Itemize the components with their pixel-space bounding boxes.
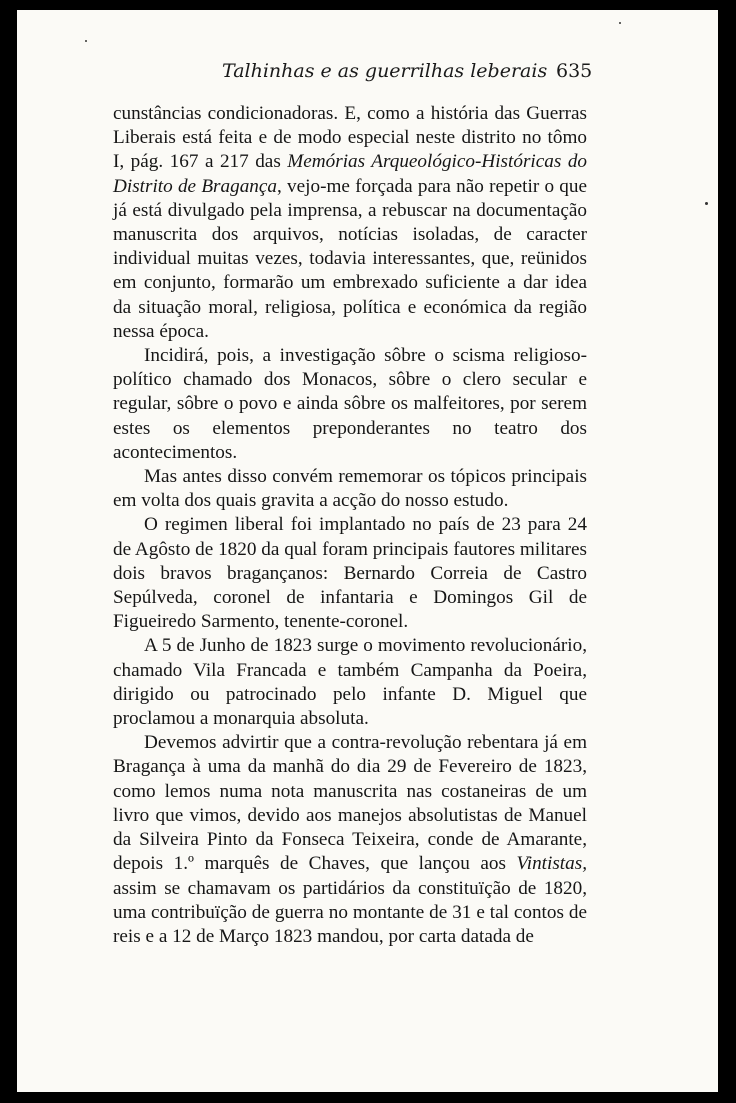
page-header bbox=[17, 60, 718, 90]
scan-speck bbox=[705, 202, 708, 205]
text-run: Mas antes disso convém rememorar os tópicos principais em volta dos quais gravita a acção do nosso estudo. bbox=[113, 466, 587, 512]
text-run: A 5 de Junho de 1823 surge o movimento revolucionário, chamado Vila Francada e também Campanha da Poeira, dirigido ou patrocinado pelo infante D. Miguel que proclamou a monarquia absoluta. bbox=[113, 635, 587, 730]
italic-text: Memórias Arqueológico-Históricas do Distrito de Bragança bbox=[113, 151, 588, 197]
paragraph bbox=[113, 102, 587, 344]
page-number: 635 bbox=[556, 60, 593, 82]
body-text bbox=[113, 102, 587, 949]
paragraph bbox=[113, 634, 587, 731]
scan-speck bbox=[85, 40, 87, 42]
book-page bbox=[17, 10, 718, 1092]
text-run: assim se chamavam os partidários da constituïção de 1820, uma contribuïção de guerra no montante de 31 e tal contos de reis e a 12 de Março 1823 mandou, por carta datada de bbox=[113, 877, 587, 947]
text-run: , vejo-me forçada para não repetir o que já está divulgado pela imprensa, a rebuscar na documentação manuscrita dos arquivos, notícias isoladas, de caracter individual muitas vezes, todavia interessantes, que, reünidos em conjunto, formarão um embrexado suficiente a dar idea da situação moral, religiosa, política e económica da região nessa época. bbox=[113, 175, 588, 342]
text-run: O regimen liberal foi implantado no país de 23 para 24 de Agôsto de 1820 da qual foram principais fautores militares dois bravos bragançanos: Bernardo Correia de Castro Sepúlveda, coronel de infantaria e Domingos Gil de Figueiredo Sarmento, tenente-coronel. bbox=[113, 514, 587, 633]
paragraph bbox=[113, 513, 587, 634]
text-run: Devemos advirtir que a contra-revolução rebentara já em Bragança à uma da manhã do dia 29 de Fevereiro de 1823, como lemos numa nota manuscrita nas costaneiras de um livro que vimos, devido aos manejos absolutistas de Manuel da Silveira Pinto da Fonseca Teixeira, conde de Amarante, depois 1.º marquês de Chaves, que lançou aos bbox=[113, 732, 587, 875]
paragraph bbox=[113, 731, 587, 949]
scan-speck bbox=[619, 22, 621, 24]
running-title: Talhinhas e as guerrilhas leberais bbox=[222, 60, 548, 82]
paragraph bbox=[113, 344, 587, 465]
text-run: cunstâncias condicionadoras. E, como a história das Guerras Liberais está feita e de modo especial neste distrito no tômo I, pág. 167 a 217 das bbox=[113, 103, 587, 173]
text-run: Incidirá, pois, a investigação sôbre o scisma religioso-político chamado dos Monacos, sôbre o clero secular e regular, sôbre o povo e ainda sôbre os malfeitores, por serem estes os elementos preponderantes no teatro dos acontecimentos. bbox=[113, 345, 587, 463]
italic-text: Vintistas, bbox=[516, 853, 587, 875]
paragraph bbox=[113, 465, 587, 513]
